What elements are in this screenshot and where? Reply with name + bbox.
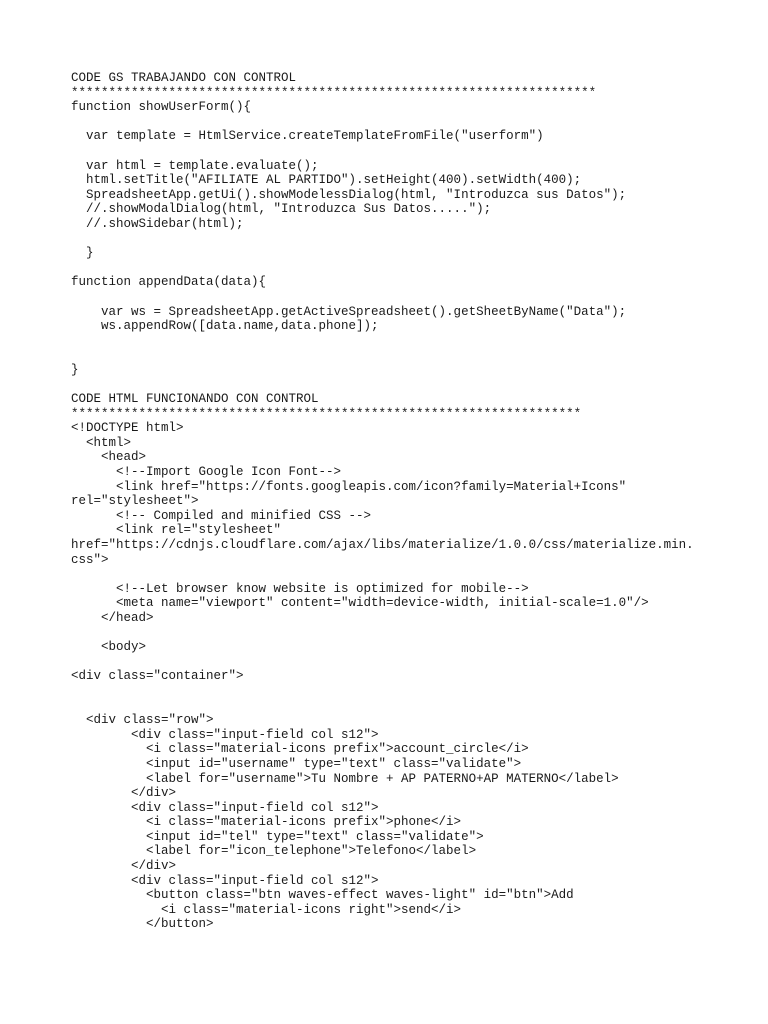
code-line: href="https://cdnjs.cloudflare.com/ajax/libs/materialize/1.0.0/css/materialize.min. xyxy=(71,538,694,552)
code-line xyxy=(71,626,751,641)
code-line: <button class="btn waves-effect waves-light" id="btn">Add xyxy=(71,888,574,903)
code-line: </div> xyxy=(71,859,177,874)
code-line: var html = template.evaluate(); xyxy=(71,158,319,173)
code-line: SpreadsheetApp.getUi().showModelessDialog(html, "Introduzca sus Datos"); xyxy=(71,187,627,202)
code-line: <head> xyxy=(71,450,147,465)
code-line: } xyxy=(71,362,79,377)
code-line: <input id="username" type="text" class="validate"> xyxy=(71,756,522,771)
code-line: <meta name="viewport" content="width=device-width, initial-scale=1.0"/> xyxy=(71,596,649,611)
code-line xyxy=(71,348,751,363)
code-line: ******************************************************************** xyxy=(71,406,582,421)
code-line: //.showSidebar(html); xyxy=(71,216,244,231)
code-line: <i class="material-icons right">send</i> xyxy=(71,902,462,917)
code-line: function appendData(data){ xyxy=(71,275,267,290)
code-line: <div class="input-field col s12"> xyxy=(71,800,379,815)
code-line: <!-- Compiled and minified CSS --> xyxy=(71,508,372,523)
code-line xyxy=(71,699,751,714)
code-line: <!DOCTYPE html> xyxy=(71,421,184,436)
code-line xyxy=(71,261,751,276)
code-line: <link rel="stylesheet" xyxy=(71,523,282,538)
code-line xyxy=(71,334,751,349)
code-line: function showUserForm(){ xyxy=(71,100,252,115)
code-line: CODE HTML FUNCIONANDO CON CONTROL xyxy=(71,392,319,407)
code-line: <html> xyxy=(71,435,132,450)
code-line: <!--Import Google Icon Font--> xyxy=(71,465,342,480)
code-line: <link href="https://fonts.googleapis.com/icon?family=Material+Icons" xyxy=(71,479,627,494)
code-line: rel="stylesheet"> xyxy=(71,494,199,509)
code-line: </button> xyxy=(71,917,214,932)
code-line: <label for="icon_telephone">Telefono</label> xyxy=(71,844,477,859)
code-line: <div class="row"> xyxy=(71,713,214,728)
code-line: html.setTitle("AFILIATE AL PARTIDO").setHeight(400).setWidth(400); xyxy=(71,173,582,188)
code-listing xyxy=(71,71,751,932)
code-line xyxy=(71,377,751,392)
code-line: var ws = SpreadsheetApp.getActiveSpreadsheet().getSheetByName("Data"); xyxy=(71,304,627,319)
code-line: <i class="material-icons prefix">phone</i> xyxy=(71,815,462,830)
code-line xyxy=(71,567,751,582)
code-line: <body> xyxy=(71,640,147,655)
code-line xyxy=(71,684,751,699)
code-line: //.showModalDialog(html, "Introduzca Sus Datos....."); xyxy=(71,202,492,217)
code-line: </head> xyxy=(71,610,154,625)
code-line: </div> xyxy=(71,786,177,801)
code-line: var template = HtmlService.createTemplateFromFile("userform") xyxy=(71,129,544,144)
code-line: CODE GS TRABAJANDO CON CONTROL xyxy=(71,71,297,85)
code-line xyxy=(71,232,751,247)
code-line xyxy=(71,144,751,159)
code-line xyxy=(71,655,751,670)
code-line: } xyxy=(71,246,94,261)
code-line: <div class="input-field col s12"> xyxy=(71,873,379,888)
code-line: <label for="username">Tu Nombre + AP PATERNO+AP MATERNO</label> xyxy=(71,771,619,786)
code-line: <!--Let browser know website is optimized for mobile--> xyxy=(71,581,529,596)
code-line: css"> xyxy=(71,552,109,567)
code-line: <div class="input-field col s12"> xyxy=(71,727,379,742)
code-line xyxy=(71,290,751,305)
code-line: ws.appendRow([data.name,data.phone]); xyxy=(71,319,379,334)
code-line: <input id="tel" type="text" class="validate"> xyxy=(71,829,484,844)
code-line: <i class="material-icons prefix">account_circle</i> xyxy=(71,742,529,757)
code-line: <div class="container"> xyxy=(71,669,244,684)
code-line: ********************************************************************** xyxy=(71,85,597,100)
code-line xyxy=(71,115,751,130)
